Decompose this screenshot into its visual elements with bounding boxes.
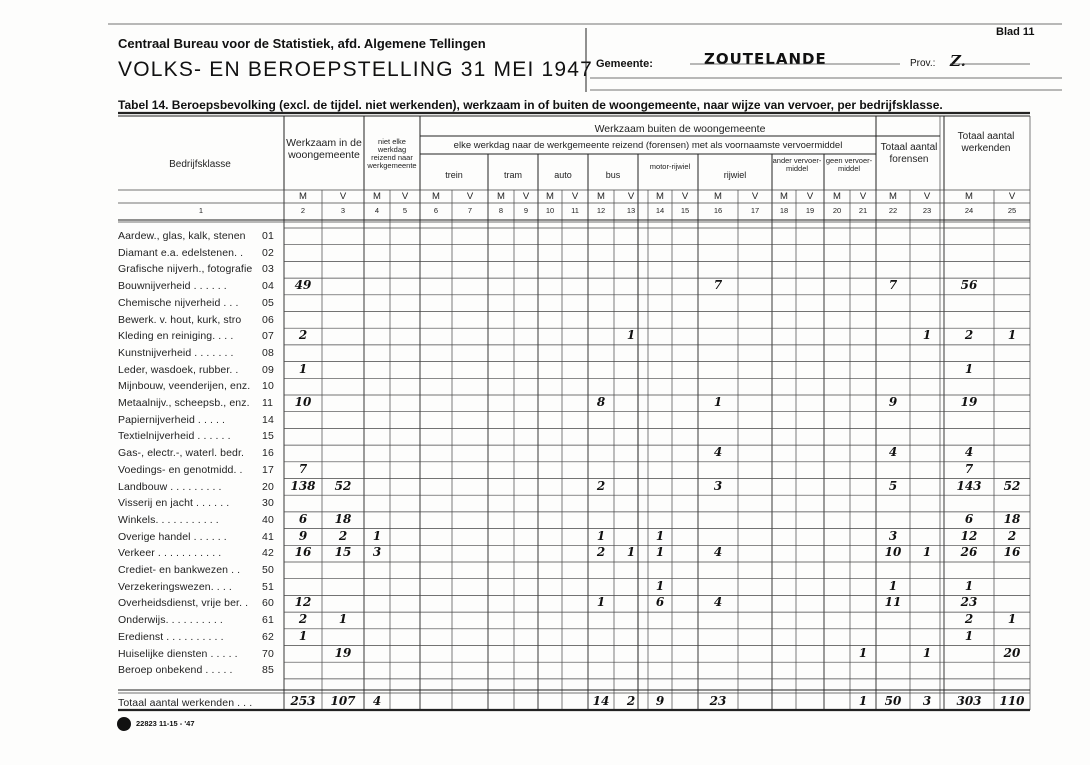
row-70-col-23: 1 (922, 645, 932, 660)
row-code: 10 (262, 380, 274, 393)
totals-col-2: 253 (290, 694, 316, 708)
row-41-col-3: 2 (338, 528, 348, 543)
row-code: 62 (262, 630, 274, 643)
header-train: trein (445, 170, 463, 180)
female-header-col-25: V (1008, 191, 1016, 202)
row-label: Bouwnijverheid . . . . . . (118, 280, 227, 293)
column-number: 19 (805, 206, 815, 215)
header-no-transport: geen vervoer-middel (825, 156, 873, 173)
row-16-col-22: 4 (888, 445, 898, 460)
row-42-col-23: 1 (922, 545, 932, 560)
row-07-col-2: 2 (298, 328, 308, 343)
row-16-col-16: 4 (713, 445, 723, 460)
row-04-col-24: 56 (960, 278, 978, 293)
row-code: 70 (262, 647, 274, 660)
column-number: 5 (402, 206, 408, 215)
row-20-col-16: 3 (713, 478, 723, 493)
row-07-col-24: 2 (964, 328, 974, 343)
row-04-col-16: 7 (713, 278, 723, 293)
male-header-col-4: M (373, 191, 381, 202)
female-header-col-15: V (681, 191, 689, 202)
row-label: Grafische nijverh., fotografie (118, 263, 253, 276)
row-code: 02 (262, 246, 274, 259)
row-40-col-3: 18 (334, 511, 352, 526)
row-51-col-24: 1 (964, 578, 974, 593)
header-daily-commuters: elke werkdag naar de werkgemeente reizend (forensen) met als voornaamste vervoermiddel (453, 140, 843, 151)
province-value: Z. (950, 52, 966, 70)
row-60-col-22: 11 (884, 595, 902, 610)
row-70-col-21: 1 (858, 645, 868, 660)
totals-col-23: 3 (922, 694, 932, 708)
column-number: 13 (626, 206, 636, 215)
row-61-col-3: 1 (338, 612, 348, 627)
row-60-col-12: 1 (596, 595, 606, 610)
row-label: Eredienst . . . . . . . . . . (118, 630, 224, 643)
header-bicycle: rijwiel (723, 170, 747, 180)
row-code: 20 (262, 480, 274, 493)
row-60-col-24: 23 (960, 595, 978, 610)
printer-logo-icon (117, 717, 131, 731)
female-header-col-23: V (923, 191, 931, 202)
male-header-col-20: M (833, 191, 841, 202)
column-number: 6 (433, 206, 439, 215)
row-07-col-25: 1 (1007, 328, 1017, 343)
row-label: Kunstnijverheid . . . . . . . (118, 346, 234, 359)
column-number: 21 (858, 206, 868, 215)
column-number: 8 (498, 206, 504, 215)
male-header-col-2: M (299, 191, 307, 202)
male-header-col-6: M (432, 191, 440, 202)
row-code: 51 (262, 580, 274, 593)
row-41-col-24: 12 (960, 528, 978, 543)
female-header-col-9: V (522, 191, 530, 202)
row-42-col-2: 16 (294, 545, 312, 560)
male-header-col-24: M (965, 191, 973, 202)
row-11-col-12: 8 (596, 395, 606, 409)
row-label: Gas-, electr.-, waterl. bedr. (118, 447, 245, 460)
row-label: Overige handel . . . . . . (118, 530, 227, 543)
row-20-col-22: 5 (888, 478, 898, 493)
male-header-col-12: M (597, 191, 605, 202)
header-total-commuters: Totaal aantal forensen (880, 142, 938, 165)
row-label: Overheidsdienst, vrije ber. . (118, 597, 249, 610)
row-code: 17 (262, 463, 274, 476)
header-industry: Bedrijfsklasse (169, 159, 231, 170)
row-code: 61 (262, 614, 274, 627)
male-header-col-10: M (546, 191, 554, 202)
row-label: Leder, wasdoek, rubber. . (118, 363, 239, 376)
row-11-col-22: 9 (888, 395, 898, 409)
row-04-col-22: 7 (888, 278, 898, 293)
row-code: 50 (262, 564, 274, 576)
totals-col-16: 23 (709, 694, 727, 708)
row-label: Landbouw . . . . . . . . . (118, 480, 222, 493)
column-number: 24 (964, 206, 974, 215)
totals-col-12: 14 (592, 694, 610, 708)
row-42-col-22: 10 (884, 545, 902, 560)
row-51-col-14: 1 (655, 578, 665, 593)
row-code: 15 (262, 430, 274, 443)
totals-col-4: 4 (372, 694, 382, 708)
row-11-col-2: 10 (294, 395, 312, 409)
row-62-col-2: 1 (298, 628, 308, 643)
female-header-col-13: V (627, 191, 635, 202)
row-code: 04 (262, 280, 274, 293)
print-code: 22823 11-15 - '47 (136, 719, 195, 728)
column-number: 22 (888, 206, 898, 215)
row-code: 03 (262, 263, 274, 276)
column-number: 20 (832, 206, 842, 215)
row-40-col-25: 18 (1003, 511, 1021, 526)
row-41-col-22: 3 (888, 528, 898, 543)
row-label: Mijnbouw, veenderijen, enz. (118, 380, 251, 393)
column-number: 10 (545, 206, 555, 215)
row-label: Voedings- en genotmidd. . (118, 463, 243, 476)
row-code: 09 (262, 363, 274, 376)
row-label: Onderwijs. . . . . . . . . . (118, 614, 223, 627)
header-other-transport: ander vervoer-middel (772, 156, 822, 173)
totals-col-25: 110 (999, 694, 1025, 708)
row-41-col-12: 1 (596, 528, 606, 543)
header-not-daily-travel: niet elke werkdag reizend naar werkgemeente (367, 137, 417, 170)
female-header-col-5: V (401, 191, 409, 202)
row-20-col-12: 2 (596, 478, 606, 493)
female-header-col-3: V (339, 191, 347, 202)
row-label: Kleding en reiniging. . . . (118, 330, 234, 343)
row-16-col-24: 4 (964, 445, 974, 460)
row-42-col-4: 3 (372, 545, 382, 560)
row-label: Papiernijverheid . . . . . (118, 413, 226, 426)
row-07-col-23: 1 (922, 328, 932, 343)
column-number: 12 (596, 206, 606, 215)
sheet-label: Blad 11 (996, 26, 1035, 38)
row-11-col-24: 19 (960, 395, 978, 409)
header-motorbike: motor-rijwiel (649, 162, 691, 171)
row-41-col-4: 1 (372, 528, 382, 543)
table-title: Tabel 14. Beroepsbevolking (excl. de tijdel. niet werkenden), werkzaam in of buiten de woongemeente, naar wijze van vervoer, per bedrijfsklasse. (118, 98, 943, 112)
row-label: Verzekeringswezen. . . . (118, 580, 232, 593)
row-09-col-24: 1 (964, 361, 974, 376)
row-label: Winkels. . . . . . . . . . . (118, 513, 219, 526)
row-17-col-24: 7 (964, 461, 974, 476)
row-70-col-25: 20 (1003, 645, 1021, 660)
female-header-col-19: V (806, 191, 814, 202)
row-42-col-13: 1 (626, 545, 636, 560)
row-40-col-2: 6 (298, 511, 308, 526)
row-62-col-24: 1 (964, 628, 974, 643)
row-41-col-2: 9 (298, 528, 308, 543)
row-code: 11 (262, 397, 274, 409)
row-label: Beroep onbekend . . . . . (118, 664, 233, 677)
totals-col-14: 9 (655, 694, 665, 708)
female-header-col-17: V (751, 191, 759, 202)
row-label: Bewerk. v. hout, kurk, stro (118, 313, 242, 326)
column-number: 15 (680, 206, 690, 215)
totals-col-21: 1 (858, 694, 868, 708)
row-61-col-24: 2 (964, 612, 974, 627)
municipality-value: ZOUTELANDE (704, 50, 827, 68)
row-code: 01 (262, 230, 274, 242)
column-number: 3 (340, 206, 346, 215)
totals-col-22: 50 (884, 694, 902, 708)
row-04-col-2: 49 (294, 278, 312, 293)
totals-label: Totaal aantal werkenden . . . (118, 697, 253, 709)
row-51-col-22: 1 (888, 578, 898, 593)
header-total-working: Totaal aantal werkenden (957, 131, 1015, 154)
column-number: 9 (523, 206, 529, 215)
row-code: 14 (262, 413, 274, 426)
agency-name: Centraal Bureau voor de Statistiek, afd. Algemene Tellingen (118, 36, 486, 51)
row-42-col-24: 26 (960, 545, 978, 560)
census-title: VOLKS- EN BEROEPSTELLING 31 MEI 1947 (118, 58, 594, 81)
row-code: 40 (262, 513, 274, 526)
column-number: 11 (571, 206, 579, 215)
row-61-col-25: 1 (1007, 612, 1017, 627)
row-label: Aardew., glas, kalk, stenen (118, 230, 246, 242)
row-42-col-14: 1 (655, 545, 665, 560)
row-code: 42 (262, 547, 274, 560)
row-41-col-14: 1 (655, 528, 665, 543)
row-07-col-13: 1 (626, 328, 636, 343)
row-20-col-3: 52 (334, 478, 352, 493)
female-header-col-21: V (859, 191, 867, 202)
header-car: auto (554, 170, 572, 180)
column-number: 16 (713, 206, 723, 215)
column-number: 17 (750, 206, 760, 215)
row-code: 07 (262, 330, 274, 343)
municipality-label: Gemeente: (596, 58, 653, 70)
column-number: 2 (300, 206, 306, 215)
row-code: 41 (262, 530, 274, 543)
row-label: Crediet- en bankwezen . . (118, 564, 241, 576)
male-header-col-18: M (780, 191, 788, 202)
row-11-col-16: 1 (713, 395, 723, 409)
row-code: 06 (262, 313, 274, 326)
row-label: Verkeer . . . . . . . . . . . (118, 547, 222, 560)
row-20-col-2: 138 (290, 478, 316, 493)
row-code: 60 (262, 597, 274, 610)
header-tram: tram (504, 170, 522, 180)
header-working-in-municipality: Werkzaam in de woongemeente (286, 137, 362, 161)
row-17-col-2: 7 (298, 461, 308, 476)
column-number: 23 (922, 206, 932, 215)
row-61-col-2: 2 (298, 612, 308, 627)
header-working-outside: Werkzaam buiten de woongemeente (594, 123, 766, 135)
female-header-col-11: V (571, 191, 579, 202)
totals-col-13: 2 (626, 694, 636, 708)
row-code: 08 (262, 346, 274, 359)
row-label: Metaalnijv., scheepsb., enz. (118, 397, 250, 409)
row-label: Textielnijverheid . . . . . . (118, 430, 231, 443)
row-60-col-14: 6 (655, 595, 665, 610)
row-code: 16 (262, 447, 274, 460)
column-number: 25 (1007, 206, 1017, 215)
male-header-col-22: M (889, 191, 897, 202)
header-bus: bus (605, 170, 621, 180)
row-70-col-3: 19 (334, 645, 352, 660)
province-label: Prov.: (910, 58, 936, 69)
column-number: 18 (779, 206, 789, 215)
column-number: 1 (198, 206, 204, 215)
row-60-col-16: 4 (713, 595, 723, 610)
male-header-col-14: M (656, 191, 664, 202)
totals-col-3: 107 (330, 694, 356, 708)
column-number: 4 (374, 206, 380, 215)
totals-col-24: 303 (956, 694, 982, 708)
row-09-col-2: 1 (298, 361, 308, 376)
male-header-col-8: M (497, 191, 505, 202)
row-label: Diamant e.a. edelstenen. . (118, 246, 244, 259)
row-label: Huiselijke diensten . . . . . (118, 647, 238, 660)
female-header-col-7: V (466, 191, 474, 202)
row-60-col-2: 12 (294, 595, 312, 610)
row-label: Chemische nijverheid . . . (118, 296, 239, 309)
row-20-col-24: 143 (956, 478, 982, 493)
male-header-col-16: M (714, 191, 722, 202)
row-code: 05 (262, 296, 274, 309)
column-number: 7 (467, 206, 473, 215)
row-42-col-3: 15 (334, 545, 352, 560)
row-42-col-25: 16 (1003, 545, 1021, 560)
row-42-col-16: 4 (713, 545, 723, 560)
row-41-col-25: 2 (1007, 528, 1017, 543)
row-40-col-24: 6 (964, 511, 974, 526)
row-code: 30 (262, 497, 274, 510)
row-42-col-12: 2 (596, 545, 606, 560)
row-code: 85 (262, 664, 274, 677)
column-number: 14 (655, 206, 665, 215)
row-label: Visserij en jacht . . . . . . (118, 497, 230, 510)
row-20-col-25: 52 (1003, 478, 1021, 493)
